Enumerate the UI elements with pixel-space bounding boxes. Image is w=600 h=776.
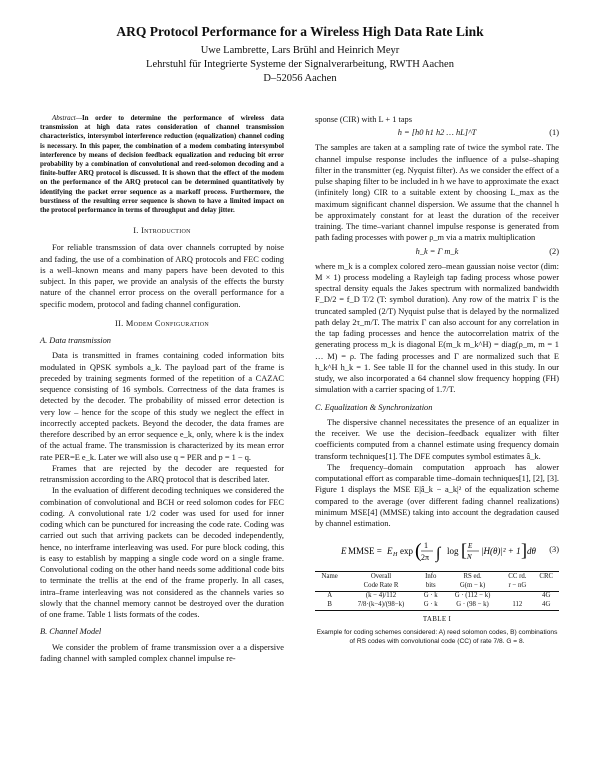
channel-model-continued: sponse (CIR) with L + 1 taps [315, 115, 412, 124]
left-column [40, 114, 284, 664]
paper-title: ARQ Protocol Performance for a Wireless High Data Rate Link [116, 24, 484, 39]
data-transmission-paragraph-3: In the evaluation of different decoding techniques we considered the combination of convolutional and BCH or reed solomon codes for FEC coding. A convolutional rate 1/2 coder was used for used for inner coding which can be punctured for increasing the code rate. Coding was carried out such that arriving packets can be decoded independently, hence, no interframe interleaving was used. For pure block coding, this is easy to establish by mapping a single code word on a single frame. Convolutional coding on the other hand needs some additional code bits to terminate the trellis at the end of the frame properly. In all cases, intra–frame interleaving was not considered as the channels varies so slowly that the channel memory cannot be destroyed over the duration of one frame. Table 1 lists formats of the codes. [40, 486, 284, 620]
affiliation: Lehrstuhl für Integrierte Systeme der Signalverarbeitung, RWTH Aachen [146, 59, 454, 70]
table-header-row-2 [315, 582, 559, 592]
equation-2 [315, 246, 559, 258]
address: D–52056 Aachen [263, 73, 337, 84]
svg-text:]: ] [521, 540, 527, 561]
table-cell: 4G [542, 592, 551, 600]
abstract-label: Abstract— [52, 114, 82, 122]
equation-3 [315, 535, 559, 565]
table-cell: A [327, 592, 333, 600]
table-row [315, 592, 559, 601]
table-header: Info [418, 572, 444, 582]
equation-1-number: (1) [549, 128, 559, 138]
section-heading-modem: II. Modem Configuration [114, 318, 210, 328]
right-column [315, 114, 559, 646]
svg-text:E: E [468, 542, 473, 551]
svg-text:(: ( [415, 540, 422, 563]
table-cell: B [315, 601, 344, 611]
subsection-channel-model: B. Channel Model [40, 627, 102, 637]
abstract-text: In order to determine the performance of wireless data transmission at high data rates consideration of channel transmission characteristics, intersymbol interference reduction (equalization) channel coding is necessary. In this paper, the combination of a modem combating intersymbol interference by means of decision feedback equalization and reducing bit error probability by a combination of convolutional and reed-solomon decoding and a finite-buffer ARQ protocol is discussed. It is shown that the effect of the modem on the performance of the ARQ protocol can be determined quantitatively by identifying the packet error sequence as a markoff process. Furthermore, the burstiness of the resulting error sequence is shown to have a limited impact on the protocol performance in terms of throughput and delay jitter. [40, 114, 284, 215]
equalization-paragraph-1: The dispersive channel necessitates the presence of an equalizer in the receiver. We use the decision–feedback equalizer with filter coefficients computed from a channel estimate using frequency domain transform techniques[1]. The DFE computes symbol estimates â_k. [315, 417, 559, 461]
svg-text:|H(θ)|² + 1: |H(θ)|² + 1 [481, 546, 521, 557]
channel-model-paragraph: We consider the problem of frame transmission over a a dispersive fading channel with sampled complex channel impulse re- [40, 642, 284, 663]
table-label: TABLE I [422, 615, 452, 624]
data-transmission-paragraph-1: Data is transmitted in frames containing coded information bits modulated in QPSK symbols a_k. The payload part of the frame is preceded by training segments formed of the repetition of a CAZAC sequence consisting of 16 symbols. Correctness of the data frames is detected by the decoder. The probability of missed error detection is very low – hence for the scope of this study we neglect the effect in incorrectly accepted packets. Beyond the decoder, the data frames are therefore described by an error sequence e_k, only, where k is the index of the actual frame. The transmission is characterized by its mean error rate PER=E e_k. Later we will also use q = PER and p = 1 − q. [40, 351, 284, 462]
table-header [533, 582, 559, 592]
equation-2-number: (2) [549, 246, 559, 256]
equalization-paragraph-2: The frequency–domain computation approach has alower computational effort as comparable time–domain techniques[1], [2], [3]. Figure 1 displays the MSE E|â_k − a_k|² of the equalization scheme compared to the average (over different fading channel realizations) minimum MSE[4] (MMSE) taking into account the degradation caused by channel estimation. [315, 462, 559, 528]
table-cell: G · (112 − k) [454, 592, 491, 600]
table-header: Code Rate R [344, 582, 417, 592]
equation-2-body: h_k = Γ m_k [415, 246, 459, 256]
svg-text:∫: ∫ [436, 545, 441, 563]
table-cell: G · (98 − k) [444, 601, 502, 611]
table-cell: G · k [418, 601, 444, 611]
svg-text:1: 1 [424, 541, 428, 551]
table-cell: 112 [501, 601, 533, 611]
table-header: Overall [344, 572, 417, 582]
svg-text:log: log [447, 546, 459, 557]
svg-text:dθ: dθ [527, 546, 536, 557]
section-heading-introduction: I. Introduction [133, 226, 191, 236]
channel-paragraph-3: where m_k is a complex colored zero–mean gaussian noise vector (dim: M × 1) process modeling a Rayleigh tap fading process whose power spectral density equals the Jakes spectrum with normalized bandwidth F_D/2 = f_D T/2 (T: symbol duration). Any row of the matrix Γ is the truncated sampled (2/T) Nyquist pulse that is delayed by the normalized path delay 2τ_m/T. The matrix Γ can also account for any correlation in the tap fading processes and hence the autocorrelation matrix of the generating process m_k is diagonal E(m_k m_k^H) = diag(ρ_m, m = 1 … M) = ρ. The fading processes and Γ are normalized such that E h_k^H h_k = 1. See table II for the channel used in this study. In our study, we also incorporated a 64 channel slow frequency hopping (FH) simulation with a carrier spacing of 1.7/T. [315, 261, 559, 395]
table-cell: G · k [423, 592, 438, 600]
table-cell: 4G [533, 601, 559, 611]
svg-text:2π: 2π [421, 553, 430, 563]
equation-1-body: h = [h0 h1 h2 … hL]^T [397, 128, 477, 138]
svg-text:exp: exp [400, 546, 413, 557]
channel-paragraph-2: The samples are taken at a sampling rate of twice the symbol rate. The channel impulse response includes the influence of a pulse–shaping filter in the transmitter (eg. Nyquist filter). As we consider the effect of a pulse shaping filter to be included in h we have to approximate the exact (infinitely long) CIR to a suitable extent by choosing L_max as the maximum significant channel dispersion. We assume that the channel h be approximately constant for at least the duration of the receiver training. The time–variant channel impulse response is generated from path fading processes with power ρ_m via a matrix multiplication [315, 143, 559, 243]
table-header: G(m − k) [444, 582, 502, 592]
svg-text:E: E [387, 546, 393, 557]
table-header-row-1 [315, 572, 559, 582]
equation-1 [315, 127, 559, 139]
coding-schemes-table [315, 571, 559, 611]
svg-text:MMSE =: MMSE = [348, 546, 382, 557]
table-header [315, 582, 344, 592]
subsection-equalization: C. Equalization & Synchronization [315, 402, 433, 412]
table-caption: Example for coding schemes considered: A) reed solomon codes, B) combinations of RS codes with convolutional code (CC) of rate 7/8. G = 8. [316, 628, 558, 645]
table-header: CRC [533, 572, 559, 582]
authors: Uwe Lambrette, Lars Brühl and Heinrich Meyr [200, 45, 400, 56]
data-transmission-paragraph-2: Frames that are rejected by the decoder are requested for retransmission according to the ARQ protocol that is described later. [40, 463, 284, 485]
table-header: RS ed. [444, 572, 502, 582]
equation-3-formula [337, 535, 537, 565]
author-block [0, 44, 600, 86]
table-header: Name [315, 572, 344, 582]
svg-text:N: N [467, 553, 472, 562]
svg-text:[: [ [461, 540, 467, 561]
table-row [315, 601, 559, 611]
table-header: r − nG [501, 582, 533, 592]
abstract [40, 114, 284, 215]
equation-3-number: (3) [549, 545, 559, 555]
table-header: bits [418, 582, 444, 592]
intro-paragraph: For reliable transmssion of data over channels corrupted by noise and fading, the use of a combination of ARQ protocols and FEC coding is a well–known means and many papers have been devoted to this subject. In this paper, we provide an analysis of the effects the bursty nature of the channel error process on the overall performance for a specific modem, protocol and fading channel configuration. [40, 243, 284, 309]
table-header: CC rd. [501, 572, 533, 582]
svg-text:E: E [341, 546, 347, 557]
table-cell: (k − 4)/112 [365, 592, 397, 600]
subsection-data-transmission: A. Data transmission [40, 336, 111, 346]
svg-text:H: H [393, 552, 398, 559]
table-cell [501, 592, 533, 601]
table-cell: 7/8·(k−4)/(98−k) [344, 601, 417, 611]
